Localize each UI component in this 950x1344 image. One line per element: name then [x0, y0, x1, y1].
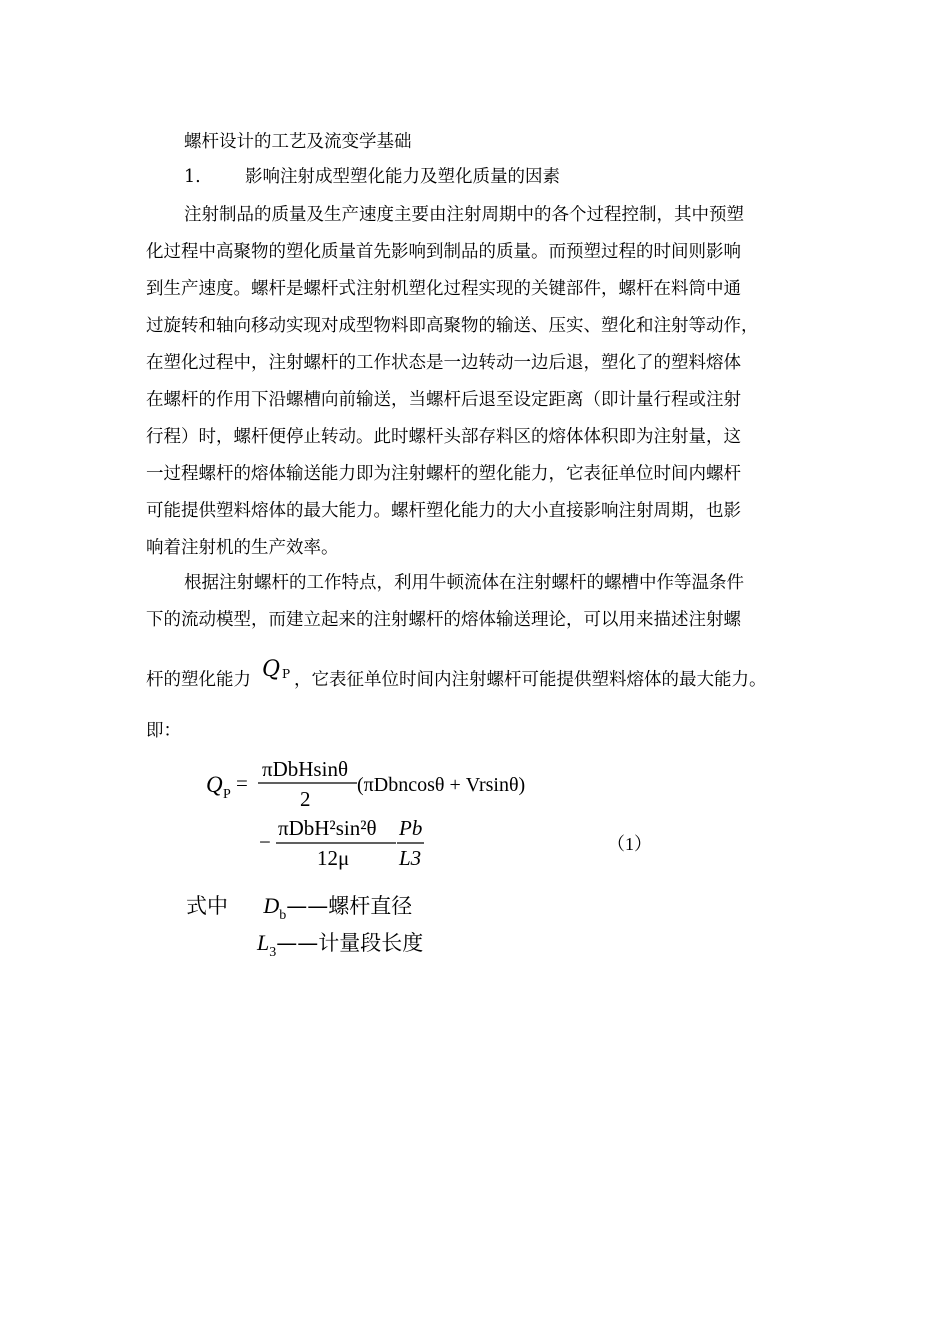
formula-frac3-denominator: L3 [399, 846, 422, 870]
paragraph-line: 在塑化过程中，注射螺杆的工作状态是一边转动一边后退，塑化了的塑料熔体 [146, 353, 741, 373]
legend-text: 螺杆直径 [328, 894, 413, 918]
formula-equation-number: （1） [607, 834, 652, 854]
legend-symbol: L [257, 930, 270, 955]
qp-subscript: P [282, 667, 291, 681]
paragraph-line: 到生产速度。螺杆是螺杆式注射机塑化过程实现的关键部件，螺杆在料筒中通 [146, 279, 741, 299]
formula-frac1-denominator: 2 [300, 787, 311, 811]
section-title: 影响注射成型塑化能力及塑化质量的因素 [245, 167, 560, 187]
formula-minus: − [259, 830, 271, 854]
paragraph-line: 下的流动模型，而建立起来的注射螺杆的熔体输送理论，可以用来描述注射螺 [146, 610, 741, 630]
legend-row-diameter [186, 890, 413, 923]
paragraph-line: 行程）时，螺杆便停止转动。此时螺杆头部存料区的熔体体积即为注射量，这 [146, 427, 741, 447]
paragraph-line: 可能提供塑料熔体的最大能力。螺杆塑化能力的大小直接影响注射周期，也影 [146, 501, 741, 521]
formula-frac2-denominator: 12μ [317, 846, 350, 870]
qp-symbol: Q [262, 657, 281, 682]
formula-paren-term: (πDbncosθ + Vrsinθ) [357, 774, 526, 796]
formula-frac2-numerator: πDbH²sin²θ [278, 816, 377, 840]
formula-frac3-numerator: Pb [399, 816, 423, 840]
paragraph-line: 注射制品的质量及生产速度主要由注射周期中的各个过程控制，其中预塑 [184, 205, 744, 225]
legend-label: 式中 [186, 894, 228, 918]
paragraph-line: 过旋转和轴向移动实现对成型物料即高聚物的输送、压实、塑化和注射等动作， [146, 316, 759, 336]
paragraph-line-before-symbol: 杆的塑化能力 [146, 670, 251, 690]
paragraph-line: 化过程中高聚物的塑化质量首先影响到制品的质量。而预塑过程的时间则影响 [146, 242, 741, 262]
paragraph-line: 在螺杆的作用下沿螺槽向前输送，当螺杆后退至设定距离（即计量行程或注射 [146, 390, 741, 410]
paragraph-line: 响着注射机的生产效率。 [146, 538, 339, 558]
legend-symbol: D [263, 893, 280, 918]
formula-frac1-numerator: πDbHsinθ [262, 757, 348, 781]
document-title: 螺杆设计的工艺及流变学基础 [184, 132, 412, 152]
formula-equals: = [236, 771, 248, 795]
paragraph-line: 根据注射螺杆的工作特点，利用牛顿流体在注射螺杆的螺槽中作等温条件 [184, 573, 744, 593]
legend-subscript: b [279, 908, 287, 923]
legend-row-length [257, 927, 424, 960]
paragraph-line: 一过程螺杆的熔体输送能力即为注射螺杆的塑化能力，它表征单位时间内螺杆 [146, 464, 741, 484]
formula-lhs-symbol: Q [206, 772, 223, 797]
legend-dash: —— [286, 894, 329, 918]
paragraph-line-after-symbol: ，它表征单位时间内注射螺杆可能提供塑料熔体的最大能力。 [294, 670, 767, 690]
section-number: 1. [184, 167, 201, 187]
legend-text: 计量段长度 [318, 931, 424, 955]
paragraph-line: 即： [146, 721, 181, 741]
legend-subscript: 3 [269, 945, 277, 960]
legend-dash: —— [276, 931, 319, 955]
formula-lhs-subscript: P [223, 787, 231, 802]
